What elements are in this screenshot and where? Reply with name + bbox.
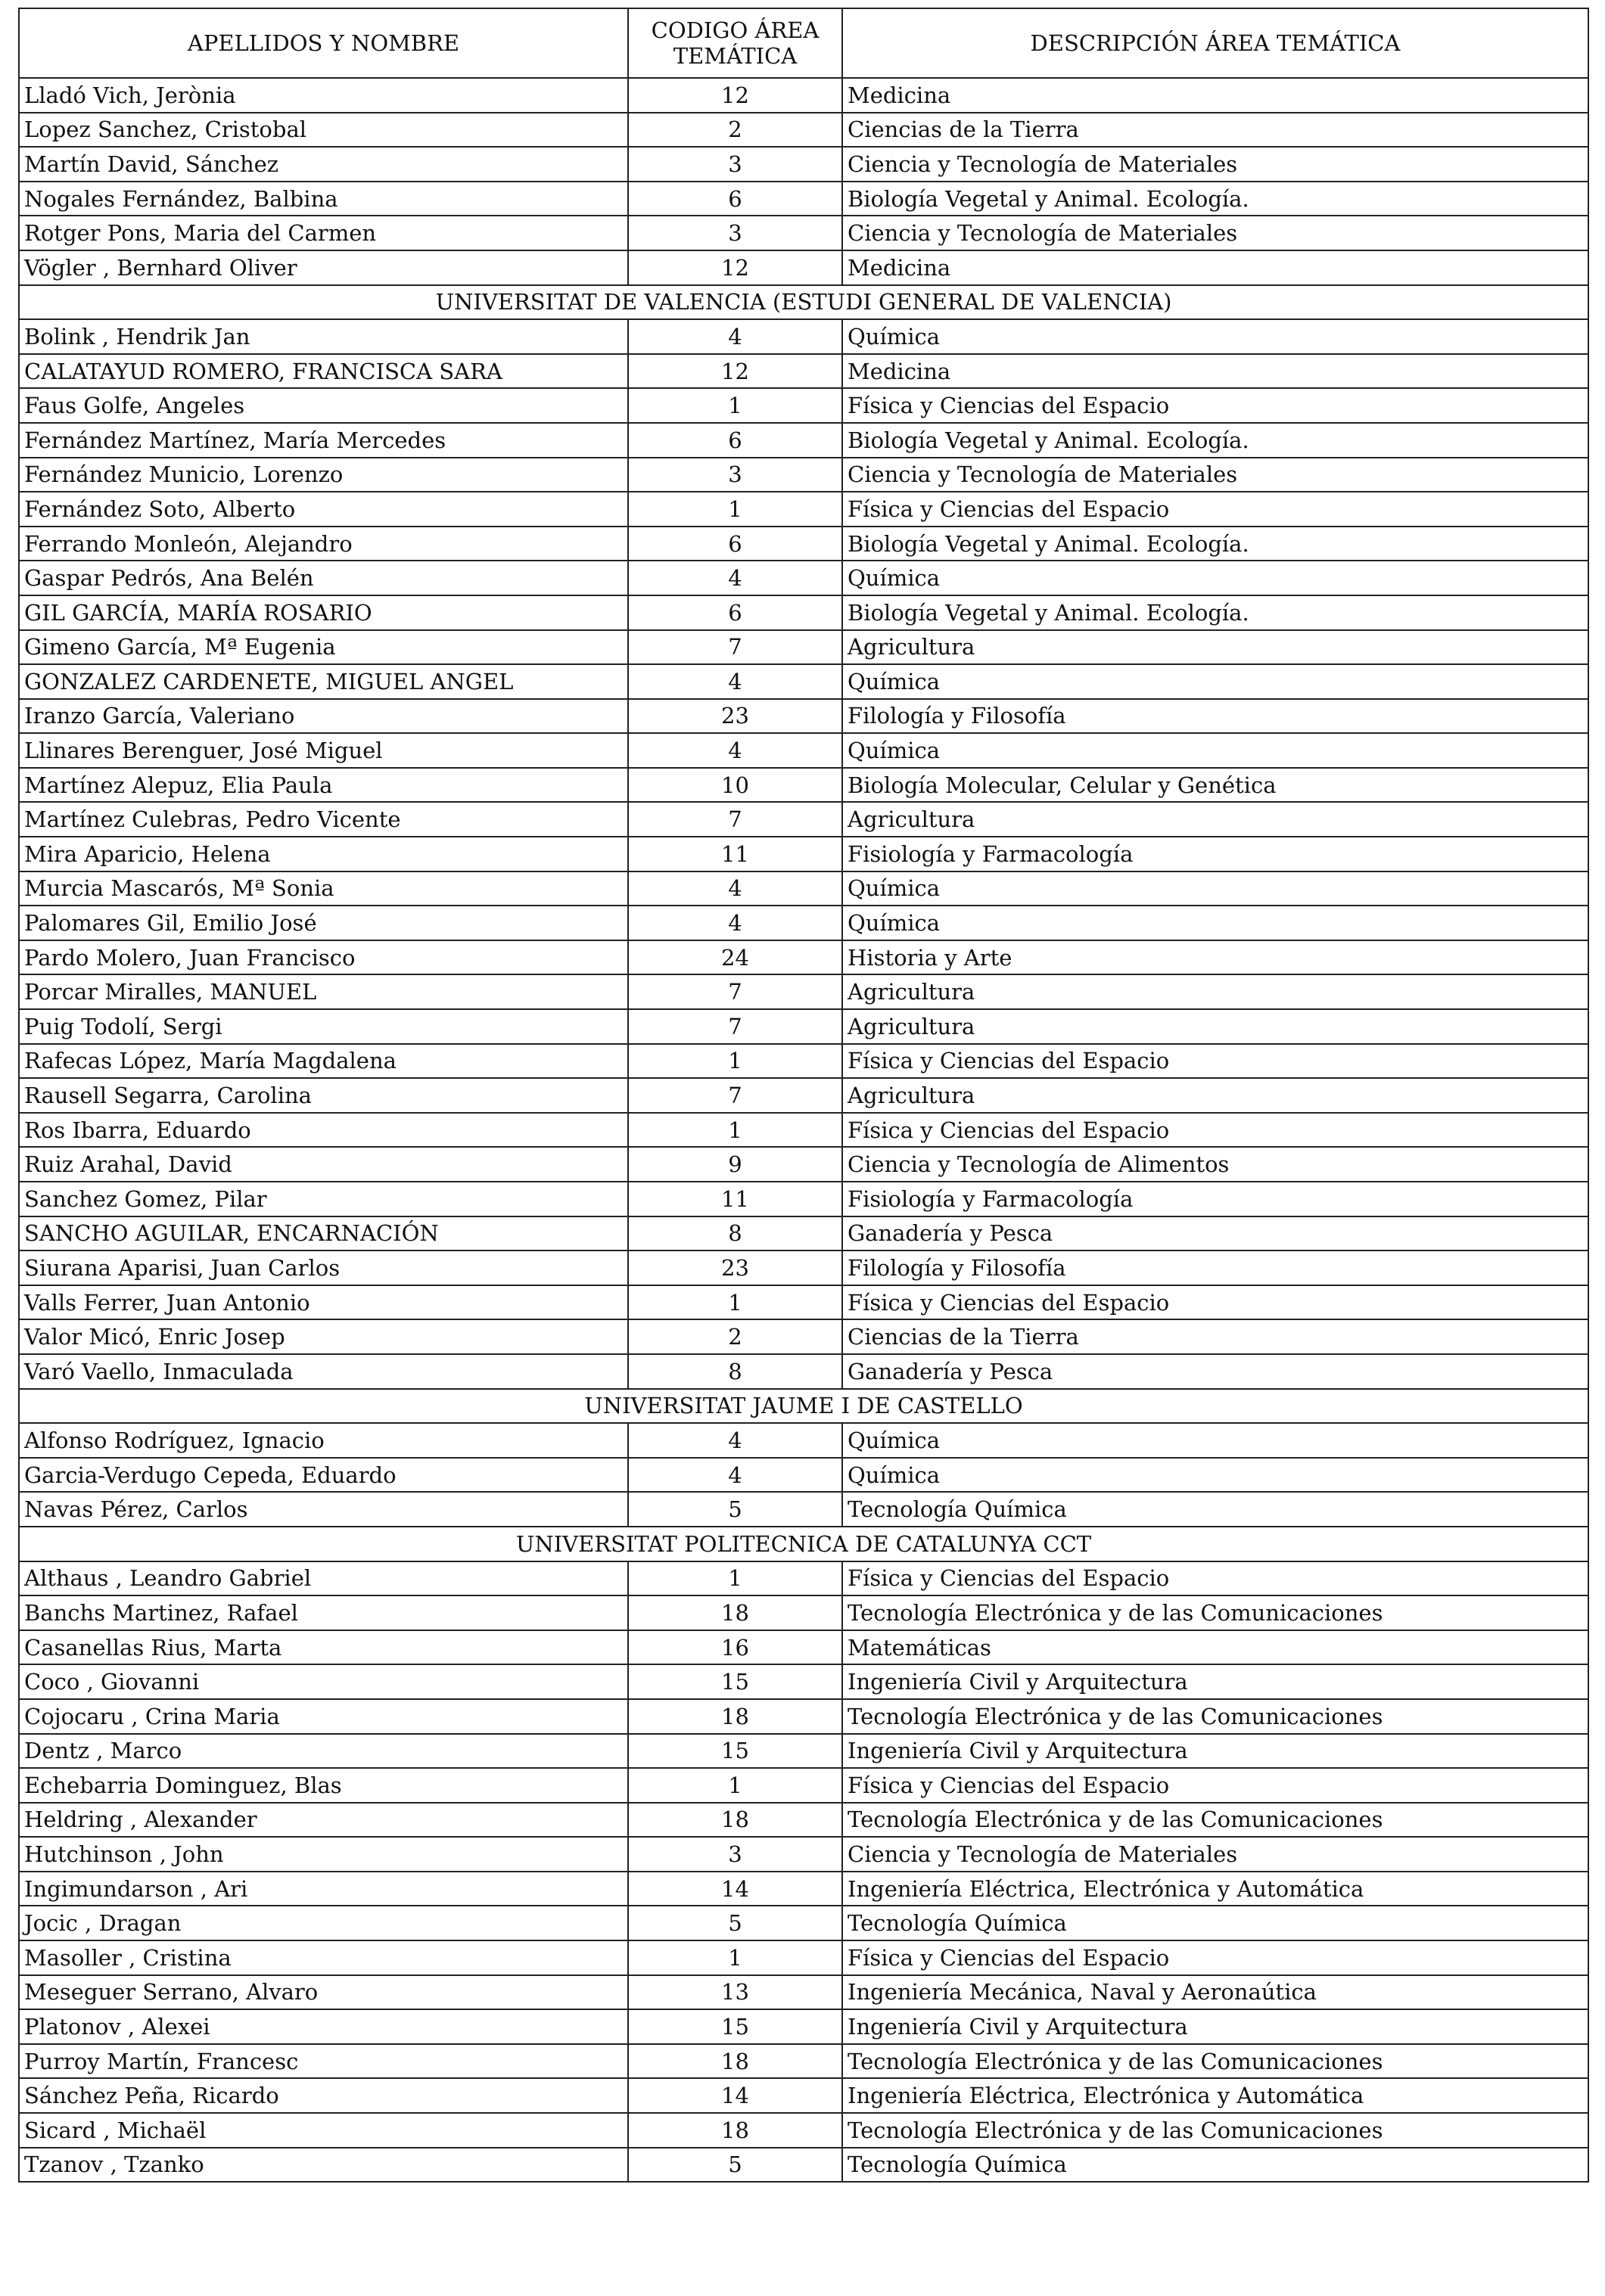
table-row [19, 837, 1588, 871]
name-cell: Lopez Sanchez, Cristobal [19, 113, 628, 148]
table-row [19, 561, 1588, 595]
name-cell: Masoller , Cristina [19, 1940, 628, 1975]
code-cell: 18 [628, 1595, 842, 1630]
code-cell: 6 [628, 182, 842, 216]
code-cell: 9 [628, 1147, 842, 1182]
code-cell: 7 [628, 802, 842, 837]
table-row [19, 319, 1588, 354]
code-cell: 15 [628, 1664, 842, 1699]
description-cell: Ciencia y Tecnología de Materiales [842, 1837, 1588, 1872]
code-cell: 15 [628, 2009, 842, 2044]
section-title: UNIVERSITAT POLITECNICA DE CATALUNYA CCT [19, 1527, 1588, 1561]
table-row [19, 2078, 1588, 2113]
name-cell: Cojocaru , Crina Maria [19, 1699, 628, 1734]
table-row [19, 768, 1588, 803]
name-cell: Mira Aparicio, Helena [19, 837, 628, 871]
name-cell: Valls Ferrer, Juan Antonio [19, 1285, 628, 1320]
section-row [19, 285, 1588, 320]
table-row [19, 2044, 1588, 2079]
description-cell: Ganadería y Pesca [842, 1216, 1588, 1251]
section-row [19, 1389, 1588, 1424]
table-row [19, 1285, 1588, 1320]
description-cell: Ingeniería Civil y Arquitectura [842, 1664, 1588, 1699]
name-cell: Valor Micó, Enric Josep [19, 1319, 628, 1354]
table-row [19, 113, 1588, 148]
name-cell: Gaspar Pedrós, Ana Belén [19, 561, 628, 595]
code-cell: 5 [628, 1492, 842, 1527]
name-cell: Lladó Vich, Jerònia [19, 78, 628, 113]
name-cell: Ferrando Monleón, Alejandro [19, 527, 628, 561]
table-row [19, 1044, 1588, 1079]
description-cell: Medicina [842, 78, 1588, 113]
name-cell: Vögler , Bernhard Oliver [19, 250, 628, 285]
name-cell: Rausell Segarra, Carolina [19, 1078, 628, 1113]
description-cell: Agricultura [842, 802, 1588, 837]
table-row [19, 1699, 1588, 1734]
table-row [19, 1595, 1588, 1630]
table-header [19, 8, 1588, 78]
name-cell: Fernández Municio, Lorenzo [19, 458, 628, 492]
description-cell: Tecnología Electrónica y de las Comunicaciones [842, 1803, 1588, 1838]
code-cell: 4 [628, 733, 842, 768]
description-cell: Filología y Filosofía [842, 1251, 1588, 1285]
code-cell: 23 [628, 1251, 842, 1285]
code-cell: 12 [628, 78, 842, 113]
description-cell: Biología Vegetal y Animal. Ecología. [842, 182, 1588, 216]
table-row [19, 1078, 1588, 1113]
table-row [19, 1423, 1588, 1458]
code-cell: 1 [628, 1561, 842, 1596]
table-row [19, 1561, 1588, 1596]
table-row [19, 1768, 1588, 1803]
name-cell: Hutchinson , John [19, 1837, 628, 1872]
description-cell: Historia y Arte [842, 940, 1588, 975]
code-cell: 1 [628, 388, 842, 423]
description-cell: Tecnología Electrónica y de las Comunicaciones [842, 2044, 1588, 2079]
section-title: UNIVERSITAT DE VALENCIA (ESTUDI GENERAL DE VALENCIA) [19, 285, 1588, 320]
header-code-line1: CODIGO ÁREA [651, 17, 820, 43]
description-cell: Ingeniería Mecánica, Naval y Aeronaútica [842, 1975, 1588, 2010]
code-cell: 23 [628, 699, 842, 734]
description-cell: Filología y Filosofía [842, 699, 1588, 734]
code-cell: 4 [628, 906, 842, 940]
name-cell: Heldring , Alexander [19, 1803, 628, 1838]
table-row [19, 1940, 1588, 1975]
name-cell: Althaus , Leandro Gabriel [19, 1561, 628, 1596]
table-row [19, 250, 1588, 285]
description-cell: Ganadería y Pesca [842, 1354, 1588, 1389]
name-cell: Rotger Pons, Maria del Carmen [19, 216, 628, 250]
code-cell: 15 [628, 1734, 842, 1769]
description-cell: Química [842, 906, 1588, 940]
description-cell: Tecnología Electrónica y de las Comunicaciones [842, 2113, 1588, 2148]
table-row [19, 1458, 1588, 1493]
name-cell: Casanellas Rius, Marta [19, 1630, 628, 1665]
description-cell: Biología Vegetal y Animal. Ecología. [842, 527, 1588, 561]
code-cell: 8 [628, 1354, 842, 1389]
table-row [19, 1837, 1588, 1872]
table-row [19, 1734, 1588, 1769]
description-cell: Medicina [842, 250, 1588, 285]
description-cell: Física y Ciencias del Espacio [842, 1285, 1588, 1320]
code-cell: 4 [628, 1423, 842, 1458]
name-cell: Varó Vaello, Inmaculada [19, 1354, 628, 1389]
code-cell: 7 [628, 1078, 842, 1113]
table-row [19, 1492, 1588, 1527]
name-cell: GONZALEZ CARDENETE, MIGUEL ANGEL [19, 664, 628, 699]
description-cell: Agricultura [842, 1009, 1588, 1044]
table-row [19, 1319, 1588, 1354]
code-cell: 12 [628, 250, 842, 285]
description-cell: Física y Ciencias del Espacio [842, 1044, 1588, 1079]
code-cell: 7 [628, 974, 842, 1009]
code-cell: 14 [628, 2078, 842, 2113]
table-row [19, 1906, 1588, 1940]
table-row [19, 423, 1588, 458]
name-cell: Banchs Martinez, Rafael [19, 1595, 628, 1630]
description-cell: Ingeniería Eléctrica, Electrónica y Automática [842, 1872, 1588, 1906]
name-cell: Iranzo García, Valeriano [19, 699, 628, 734]
name-cell: Tzanov , Tzanko [19, 2148, 628, 2183]
description-cell: Agricultura [842, 630, 1588, 665]
table-body [19, 78, 1588, 2182]
header-row [19, 8, 1588, 78]
code-cell: 6 [628, 423, 842, 458]
code-cell: 12 [628, 354, 842, 389]
table-row [19, 974, 1588, 1009]
code-cell: 7 [628, 1009, 842, 1044]
description-cell: Biología Molecular, Celular y Genética [842, 768, 1588, 803]
header-code [628, 8, 842, 78]
code-cell: 18 [628, 1699, 842, 1734]
code-cell: 1 [628, 1113, 842, 1148]
table-row [19, 2113, 1588, 2148]
name-cell: CALATAYUD ROMERO, FRANCISCA SARA [19, 354, 628, 389]
code-cell: 4 [628, 1458, 842, 1493]
table-row [19, 1664, 1588, 1699]
name-cell: Llinares Berenguer, José Miguel [19, 733, 628, 768]
code-cell: 1 [628, 1768, 842, 1803]
description-cell: Ingeniería Civil y Arquitectura [842, 2009, 1588, 2044]
name-cell: Navas Pérez, Carlos [19, 1492, 628, 1527]
code-cell: 4 [628, 561, 842, 595]
table-row [19, 78, 1588, 113]
description-cell: Química [842, 319, 1588, 354]
description-cell: Fisiología y Farmacología [842, 837, 1588, 871]
description-cell: Tecnología Química [842, 2148, 1588, 2183]
name-cell: Ruiz Arahal, David [19, 1147, 628, 1182]
name-cell: Purroy Martín, Francesc [19, 2044, 628, 2079]
name-cell: Jocic , Dragan [19, 1906, 628, 1940]
table-row [19, 1113, 1588, 1148]
description-cell: Química [842, 1423, 1588, 1458]
code-cell: 3 [628, 1837, 842, 1872]
table-row [19, 699, 1588, 734]
description-cell: Agricultura [842, 1078, 1588, 1113]
name-cell: Siurana Aparisi, Juan Carlos [19, 1251, 628, 1285]
code-cell: 13 [628, 1975, 842, 2010]
name-cell: Sánchez Peña, Ricardo [19, 2078, 628, 2113]
name-cell: Alfonso Rodríguez, Ignacio [19, 1423, 628, 1458]
table-row [19, 492, 1588, 527]
table-row [19, 216, 1588, 250]
code-cell: 1 [628, 1940, 842, 1975]
description-cell: Física y Ciencias del Espacio [842, 1768, 1588, 1803]
header-code-line2: TEMÁTICA [673, 43, 798, 69]
description-cell: Fisiología y Farmacología [842, 1182, 1588, 1216]
table-row [19, 802, 1588, 837]
code-cell: 4 [628, 871, 842, 906]
name-cell: Sicard , Michaël [19, 2113, 628, 2148]
description-cell: Química [842, 733, 1588, 768]
table-row [19, 182, 1588, 216]
name-cell: GIL GARCÍA, MARÍA ROSARIO [19, 595, 628, 630]
code-cell: 14 [628, 1872, 842, 1906]
document-page [18, 8, 1588, 2183]
code-cell: 4 [628, 664, 842, 699]
name-cell: Sanchez Gomez, Pilar [19, 1182, 628, 1216]
name-cell: Dentz , Marco [19, 1734, 628, 1769]
name-cell: Martínez Culebras, Pedro Vicente [19, 802, 628, 837]
table-row [19, 147, 1588, 182]
name-cell: Meseguer Serrano, Alvaro [19, 1975, 628, 2010]
header-name: APELLIDOS Y NOMBRE [19, 8, 628, 78]
name-cell: Fernández Martínez, María Mercedes [19, 423, 628, 458]
description-cell: Ciencia y Tecnología de Alimentos [842, 1147, 1588, 1182]
table-row [19, 527, 1588, 561]
description-cell: Ingeniería Eléctrica, Electrónica y Automática [842, 2078, 1588, 2113]
code-cell: 5 [628, 1906, 842, 1940]
table-row [19, 1872, 1588, 1906]
table-row [19, 940, 1588, 975]
description-cell: Tecnología Química [842, 1492, 1588, 1527]
code-cell: 3 [628, 458, 842, 492]
table-row [19, 733, 1588, 768]
researchers-table [18, 8, 1589, 2183]
table-row [19, 595, 1588, 630]
name-cell: Martínez Alepuz, Elia Paula [19, 768, 628, 803]
description-cell: Ciencia y Tecnología de Materiales [842, 147, 1588, 182]
name-cell: Coco , Giovanni [19, 1664, 628, 1699]
table-row [19, 354, 1588, 389]
code-cell: 1 [628, 1044, 842, 1079]
code-cell: 2 [628, 1319, 842, 1354]
description-cell: Ingeniería Civil y Arquitectura [842, 1734, 1588, 1769]
table-row [19, 1354, 1588, 1389]
table-row [19, 2148, 1588, 2183]
description-cell: Biología Vegetal y Animal. Ecología. [842, 423, 1588, 458]
table-row [19, 1803, 1588, 1838]
table-row [19, 1630, 1588, 1665]
table-row [19, 871, 1588, 906]
name-cell: Nogales Fernández, Balbina [19, 182, 628, 216]
code-cell: 11 [628, 1182, 842, 1216]
section-title: UNIVERSITAT JAUME I DE CASTELLO [19, 1389, 1588, 1424]
description-cell: Química [842, 561, 1588, 595]
name-cell: Fernández Soto, Alberto [19, 492, 628, 527]
code-cell: 18 [628, 2113, 842, 2148]
code-cell: 8 [628, 1216, 842, 1251]
description-cell: Ciencia y Tecnología de Materiales [842, 216, 1588, 250]
code-cell: 24 [628, 940, 842, 975]
code-cell: 6 [628, 527, 842, 561]
name-cell: Palomares Gil, Emilio José [19, 906, 628, 940]
table-row [19, 1251, 1588, 1285]
description-cell: Ciencias de la Tierra [842, 1319, 1588, 1354]
code-cell: 1 [628, 492, 842, 527]
code-cell: 16 [628, 1630, 842, 1665]
code-cell: 7 [628, 630, 842, 665]
table-row [19, 1147, 1588, 1182]
description-cell: Tecnología Química [842, 1906, 1588, 1940]
description-cell: Agricultura [842, 974, 1588, 1009]
description-cell: Biología Vegetal y Animal. Ecología. [842, 595, 1588, 630]
name-cell: Murcia Mascarós, Mª Sonia [19, 871, 628, 906]
name-cell: Platonov , Alexei [19, 2009, 628, 2044]
description-cell: Física y Ciencias del Espacio [842, 1113, 1588, 1148]
name-cell: Porcar Miralles, MANUEL [19, 974, 628, 1009]
code-cell: 10 [628, 768, 842, 803]
description-cell: Ciencias de la Tierra [842, 113, 1588, 148]
name-cell: Pardo Molero, Juan Francisco [19, 940, 628, 975]
name-cell: SANCHO AGUILAR, ENCARNACIÓN [19, 1216, 628, 1251]
name-cell: Rafecas López, María Magdalena [19, 1044, 628, 1079]
table-row [19, 388, 1588, 423]
table-row [19, 1216, 1588, 1251]
description-cell: Matemáticas [842, 1630, 1588, 1665]
description-cell: Tecnología Electrónica y de las Comunicaciones [842, 1699, 1588, 1734]
description-cell: Química [842, 871, 1588, 906]
code-cell: 11 [628, 837, 842, 871]
section-row [19, 1527, 1588, 1561]
name-cell: Bolink , Hendrik Jan [19, 319, 628, 354]
name-cell: Ros Ibarra, Eduardo [19, 1113, 628, 1148]
description-cell: Ciencia y Tecnología de Materiales [842, 458, 1588, 492]
code-cell: 6 [628, 595, 842, 630]
description-cell: Física y Ciencias del Espacio [842, 388, 1588, 423]
table-row [19, 458, 1588, 492]
code-cell: 5 [628, 2148, 842, 2183]
description-cell: Física y Ciencias del Espacio [842, 1940, 1588, 1975]
code-cell: 18 [628, 1803, 842, 1838]
table-row [19, 1009, 1588, 1044]
name-cell: Gimeno García, Mª Eugenia [19, 630, 628, 665]
code-cell: 3 [628, 216, 842, 250]
name-cell: Puig Todolí, Sergi [19, 1009, 628, 1044]
description-cell: Física y Ciencias del Espacio [842, 1561, 1588, 1596]
description-cell: Tecnología Electrónica y de las Comunicaciones [842, 1595, 1588, 1630]
name-cell: Garcia-Verdugo Cepeda, Eduardo [19, 1458, 628, 1493]
code-cell: 18 [628, 2044, 842, 2079]
code-cell: 3 [628, 147, 842, 182]
code-cell: 4 [628, 319, 842, 354]
name-cell: Faus Golfe, Angeles [19, 388, 628, 423]
description-cell: Química [842, 1458, 1588, 1493]
description-cell: Química [842, 664, 1588, 699]
table-row [19, 906, 1588, 940]
table-row [19, 630, 1588, 665]
name-cell: Ingimundarson , Ari [19, 1872, 628, 1906]
description-cell: Medicina [842, 354, 1588, 389]
name-cell: Echebarria Dominguez, Blas [19, 1768, 628, 1803]
description-cell: Física y Ciencias del Espacio [842, 492, 1588, 527]
table-row [19, 2009, 1588, 2044]
code-cell: 2 [628, 113, 842, 148]
table-row [19, 1182, 1588, 1216]
name-cell: Martín David, Sánchez [19, 147, 628, 182]
table-row [19, 1975, 1588, 2010]
header-description: DESCRIPCIÓN ÁREA TEMÁTICA [842, 8, 1588, 78]
code-cell: 1 [628, 1285, 842, 1320]
table-row [19, 664, 1588, 699]
